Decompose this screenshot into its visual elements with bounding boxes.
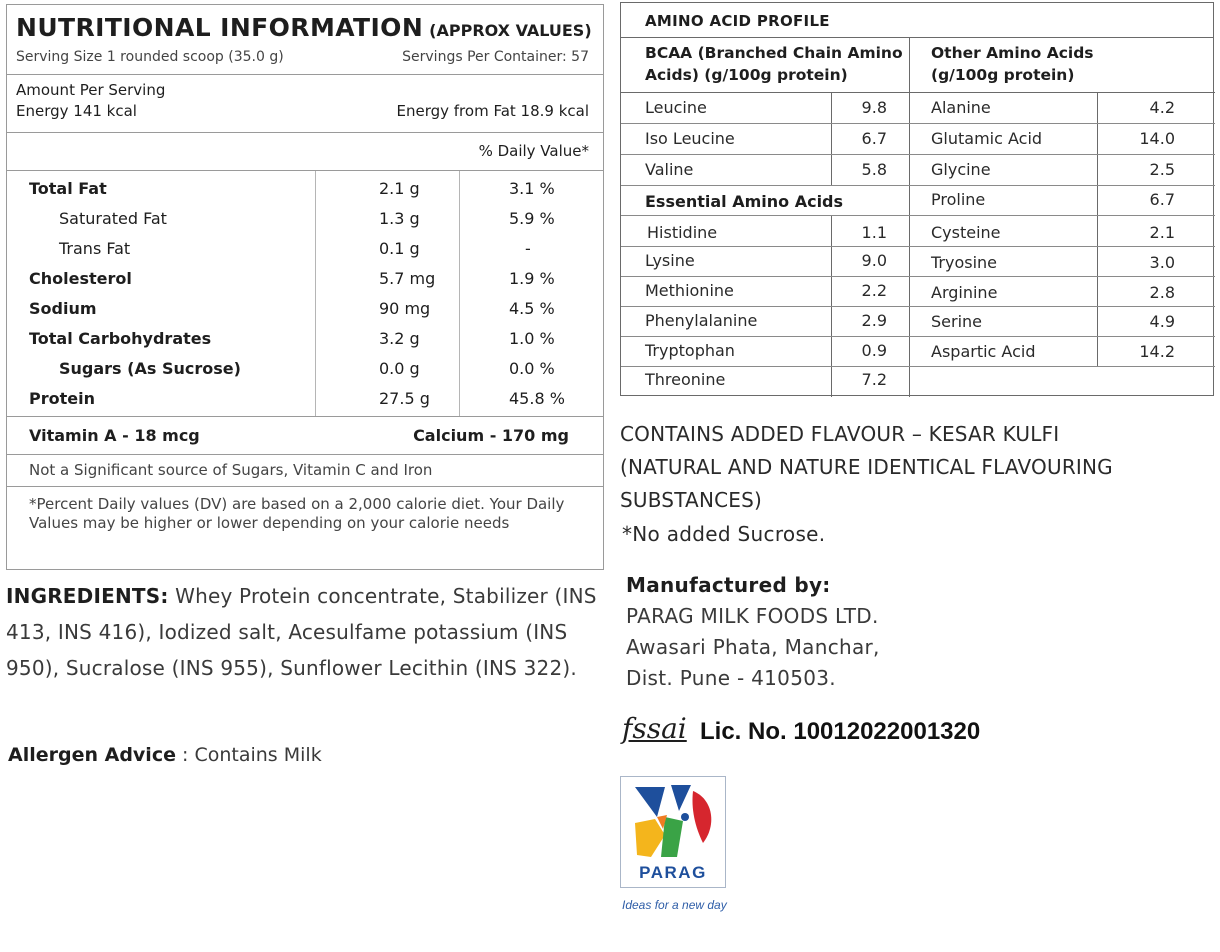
amino-value: 4.2 [1149, 98, 1175, 117]
nutrition-panel [6, 4, 604, 570]
amino-value: 9.0 [861, 251, 887, 270]
amino-hline [621, 123, 909, 124]
amino-value: 3.0 [1149, 253, 1175, 272]
amino-value: 4.9 [1149, 312, 1175, 331]
amino-value: 6.7 [1149, 190, 1175, 209]
amino-name: Alanine [931, 98, 991, 117]
flavour-line-3: SUBSTANCES) [620, 488, 763, 512]
fact-amount: 1.3 g [379, 209, 420, 228]
fact-name: Total Fat [29, 179, 107, 198]
amino-divider-bcaa-values [831, 93, 832, 185]
fact-name: Cholesterol [29, 269, 132, 288]
ingredients-block [6, 578, 606, 686]
amino-hline [909, 336, 1215, 337]
amino-value: 2.5 [1149, 160, 1175, 179]
vitamin-calcium-row [7, 417, 603, 455]
amino-value: 7.2 [861, 370, 887, 389]
amino-name: Serine [931, 312, 983, 331]
amino-acid-table [620, 2, 1214, 396]
ingredients-text: Whey Protein concentrate, Stabilizer (INS 413, INS 416), Iodized salt, Acesulfame potassium (INS 950), Sucralose (INS 955), Sunflower Lecithin (INS 322). [6, 584, 597, 680]
amino-name: Glycine [931, 160, 991, 179]
fact-amount: 3.2 g [379, 329, 420, 348]
parag-brand-text: PARAG [639, 863, 707, 882]
amino-divider-main [909, 38, 910, 397]
fact-row-sodium [7, 295, 603, 325]
flavour-line-1: CONTAINS ADDED FLAVOUR – KESAR KULFI [620, 422, 1060, 446]
amino-hline [909, 185, 1215, 186]
amino-name: Phenylalanine [645, 311, 758, 330]
not-significant-row [7, 455, 603, 487]
amino-hline [909, 246, 1215, 247]
fssai-license-number: Lic. No. 10012022001320 [700, 718, 981, 745]
fact-row-cholesterol [7, 265, 603, 295]
vitamin-a: Vitamin A - 18 mcg [29, 426, 200, 445]
amino-hline [621, 336, 909, 337]
amino-value: 0.9 [861, 341, 887, 360]
amino-name: Aspartic Acid [931, 342, 1036, 361]
amino-hline [621, 215, 909, 216]
not-significant-note: Not a Significant source of Sugars, Vitamin C and Iron [29, 461, 433, 479]
no-sucrose-note: *No added Sucrose. [622, 522, 826, 546]
parag-logo-icon [621, 777, 727, 863]
fact-daily-value: 1.9 % [509, 269, 555, 288]
serving-size: Serving Size 1 rounded scoop (35.0 g) [16, 49, 284, 65]
manufacturer-address-2: Dist. Pune - 410503. [626, 666, 836, 690]
energy-from-fat: Energy from Fat 18.9 kcal [396, 102, 589, 120]
amino-hline [909, 154, 1215, 155]
servings-per-container: Servings Per Container: 57 [402, 49, 589, 65]
amino-value: 1.1 [861, 223, 887, 242]
manufacturer-label: Manufactured by: [626, 573, 831, 597]
fact-amount: 27.5 g [379, 389, 430, 408]
amino-hline [909, 123, 1215, 124]
amino-value: 2.9 [861, 311, 887, 330]
fact-name: Sodium [29, 299, 97, 318]
fact-amount: 2.1 g [379, 179, 420, 198]
allergen-text: : Contains Milk [182, 744, 322, 766]
flavour-statement [620, 418, 1210, 517]
fact-name: Protein [29, 389, 95, 408]
ingredients-label: INGREDIENTS: [6, 584, 169, 608]
amino-hline [909, 306, 1215, 307]
amino-name: Arginine [931, 283, 998, 302]
fact-name: Sugars (As Sucrose) [59, 359, 241, 378]
amino-hline [621, 276, 909, 277]
flavour-line-2: (NATURAL AND NATURE IDENTICAL FLAVOURING [620, 455, 1113, 479]
amino-hline [909, 276, 1215, 277]
amino-hline [621, 366, 909, 367]
energy-value: Energy 141 kcal [16, 102, 137, 120]
amino-name: Proline [931, 190, 986, 209]
other-header-cell [909, 38, 1215, 93]
allergen-advice [8, 744, 322, 766]
fact-row-total-carbohydrates [7, 325, 603, 355]
fact-daily-value: 1.0 % [509, 329, 555, 348]
fact-daily-value: 3.1 % [509, 179, 555, 198]
fact-row-sugars [7, 355, 603, 385]
amino-hline [621, 246, 909, 247]
bcaa-header: BCAA (Branched Chain Amino Acids) (g/100g protein) [645, 44, 903, 84]
fact-row-total-fat [7, 175, 603, 205]
other-header: Other Amino Acids (g/100g protein) [931, 44, 1094, 84]
amount-per-serving-row [7, 75, 603, 133]
amino-name: Tryptophan [645, 341, 735, 360]
bcaa-header-cell [621, 38, 909, 93]
amino-name: Lysine [645, 251, 695, 270]
amino-title: AMINO ACID PROFILE [645, 12, 830, 30]
amount-per-serving-label: Amount Per Serving [16, 81, 166, 99]
parag-logo [620, 776, 726, 888]
amino-name: Glutamic Acid [931, 129, 1043, 148]
amino-name: Leucine [645, 98, 707, 117]
daily-value-header-row [7, 133, 603, 171]
parag-tagline: Ideas for a new day [622, 898, 727, 912]
fact-name: Saturated Fat [59, 209, 167, 228]
fact-daily-value: - [525, 239, 531, 258]
fact-amount: 90 mg [379, 299, 431, 318]
amino-hline [621, 306, 909, 307]
calcium: Calcium - 170 mg [413, 426, 569, 445]
fact-amount: 5.7 mg [379, 269, 436, 288]
amino-name: Cysteine [931, 223, 1001, 242]
nutrition-title-text: NUTRITIONAL INFORMATION [16, 13, 424, 42]
daily-value-header: % Daily Value* [478, 142, 589, 160]
amino-value: 14.2 [1139, 342, 1175, 361]
fact-daily-value: 4.5 % [509, 299, 555, 318]
amino-value: 9.8 [861, 98, 887, 117]
amino-name: Tryosine [931, 253, 998, 272]
amino-name: Methionine [645, 281, 734, 300]
allergen-label: Allergen Advice [8, 744, 176, 766]
fact-name: Total Carbohydrates [29, 329, 212, 348]
amino-value: 2.1 [1149, 223, 1175, 242]
fact-daily-value: 45.8 % [509, 389, 565, 408]
amino-value: 2.8 [1149, 283, 1175, 302]
fact-amount: 0.0 g [379, 359, 420, 378]
fact-daily-value: 5.9 % [509, 209, 555, 228]
nutrition-title [16, 13, 592, 42]
fact-daily-value: 0.0 % [509, 359, 555, 378]
daily-value-footnote: *Percent Daily values (DV) are based on a 2,000 calorie diet. Your Daily Values may be higher or lower depending on your calorie needs [29, 495, 565, 532]
manufacturer-address-1: Awasari Phata, Manchar, [626, 635, 880, 659]
amino-hline [909, 215, 1215, 216]
manufacturer-block [626, 570, 880, 694]
amino-hline [621, 154, 909, 155]
fact-row-trans-fat [7, 235, 603, 265]
amino-value: 14.0 [1139, 129, 1175, 148]
nutrition-title-suffix: (APPROX VALUES) [429, 21, 592, 40]
fact-row-saturated-fat [7, 205, 603, 235]
amino-name: Valine [645, 160, 694, 179]
fact-row-protein [7, 385, 603, 415]
nutrition-facts-table [7, 171, 603, 417]
amino-title-row [621, 3, 1213, 38]
amino-name: Threonine [645, 370, 726, 389]
amino-hline [621, 185, 909, 186]
nutrition-title-row [7, 5, 603, 75]
manufacturer-name: PARAG MILK FOODS LTD. [626, 604, 879, 628]
amino-divider-other-values [1097, 93, 1098, 366]
amino-hline [909, 366, 1215, 367]
fact-name: Trans Fat [59, 239, 131, 258]
fact-amount: 0.1 g [379, 239, 420, 258]
amino-value: 6.7 [861, 129, 887, 148]
amino-value: 2.2 [861, 281, 887, 300]
essential-header: Essential Amino Acids [645, 192, 844, 211]
amino-value: 5.8 [861, 160, 887, 179]
amino-name: Histidine [647, 223, 718, 242]
fssai-logo-icon: fssai [622, 712, 687, 745]
amino-name: Iso Leucine [645, 129, 735, 148]
